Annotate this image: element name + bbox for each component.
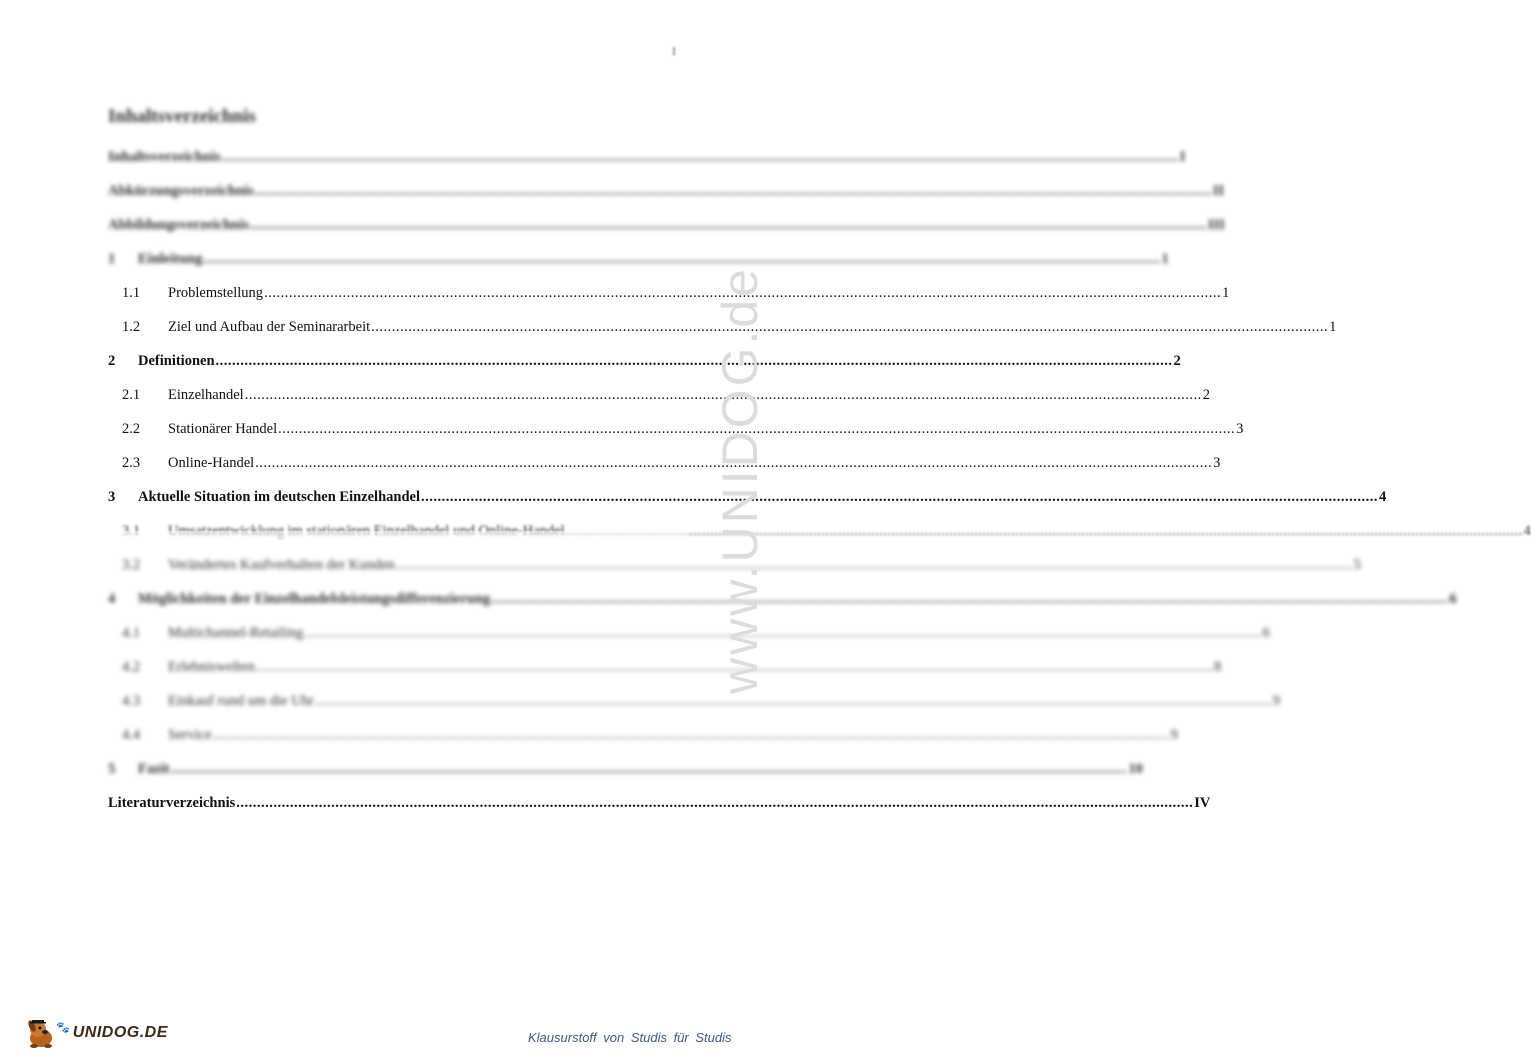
unidog-logo[interactable] <box>24 1016 168 1050</box>
page-number: I <box>672 44 676 58</box>
paw-icon: 🐾 <box>56 1021 70 1034</box>
toc-entry-chapter-3[interactable]: 3 Aktuelle Situation im deutschen Einzelhandel ..... 4 <box>108 486 680 508</box>
toc-entry-front-1[interactable]: Inhaltsverzeichnis ..... I <box>108 146 680 168</box>
toc-entry-4-3[interactable]: 4.3 Einkauf rund um die Uhr ..... 9 <box>122 690 680 712</box>
toc-entry-chapter-2[interactable]: 2 Definitionen ..... 2 <box>108 350 680 372</box>
dog-mascot-icon <box>24 1016 58 1050</box>
toc-heading: Inhaltsverzeichnis <box>108 106 256 127</box>
toc-entry-1-1[interactable]: 1.1 Problemstellung ..... 1 <box>122 282 680 304</box>
footer-tagline: Klausurstoff von Studis für Studis <box>528 1030 732 1045</box>
toc-entry-4-4[interactable]: 4.4 Service ..... 9 <box>122 724 680 746</box>
watermark: www.UNIDOG.de <box>712 266 768 694</box>
toc-entry-front-2[interactable]: Abkürzungsverzeichnis ..... II <box>108 180 680 202</box>
toc-entry-2-3[interactable]: 2.3 Online-Handel ..... 3 <box>122 452 680 474</box>
clip-fade <box>108 531 688 538</box>
toc-entry-4-2[interactable]: 4.2 Erlebniswelten ..... 8 <box>122 656 680 678</box>
toc-entry-1-2[interactable]: 1.2 Ziel und Aufbau der Seminararbeit ..... 1 <box>122 316 680 338</box>
toc-entry-chapter-1[interactable]: 1 Einleitung ..... 1 <box>108 248 680 270</box>
toc-entry-4-1[interactable]: 4.1 Multichannel-Retailing ..... 6 <box>122 622 680 644</box>
toc-entry-chapter-5[interactable]: 5 Fazit ..... 10 <box>108 758 680 780</box>
toc-entry-bibliography[interactable]: Literaturverzeichnis ..... IV <box>108 792 680 814</box>
toc-entry-chapter-4[interactable]: 4 Möglichkeiten der Einzelhandelsleistungsdifferenzierung ..... 6 <box>108 588 680 610</box>
toc-entry-3-1[interactable]: ..... 4 <box>122 520 680 542</box>
toc-entry-front-3[interactable]: Abbildungsverzeichnis ..... III <box>108 214 680 236</box>
toc-entry-2-2[interactable]: 2.2 Stationärer Handel ..... 3 <box>122 418 680 440</box>
toc-entry-2-1[interactable]: 2.1 Einzelhandel ..... 2 <box>122 384 680 406</box>
brand-name: UNIDOG.DE <box>72 1024 168 1041</box>
toc-entry-3-2[interactable]: 3.2 Verändertes Kaufverhalten der Kunden ..... 5 <box>122 554 680 576</box>
